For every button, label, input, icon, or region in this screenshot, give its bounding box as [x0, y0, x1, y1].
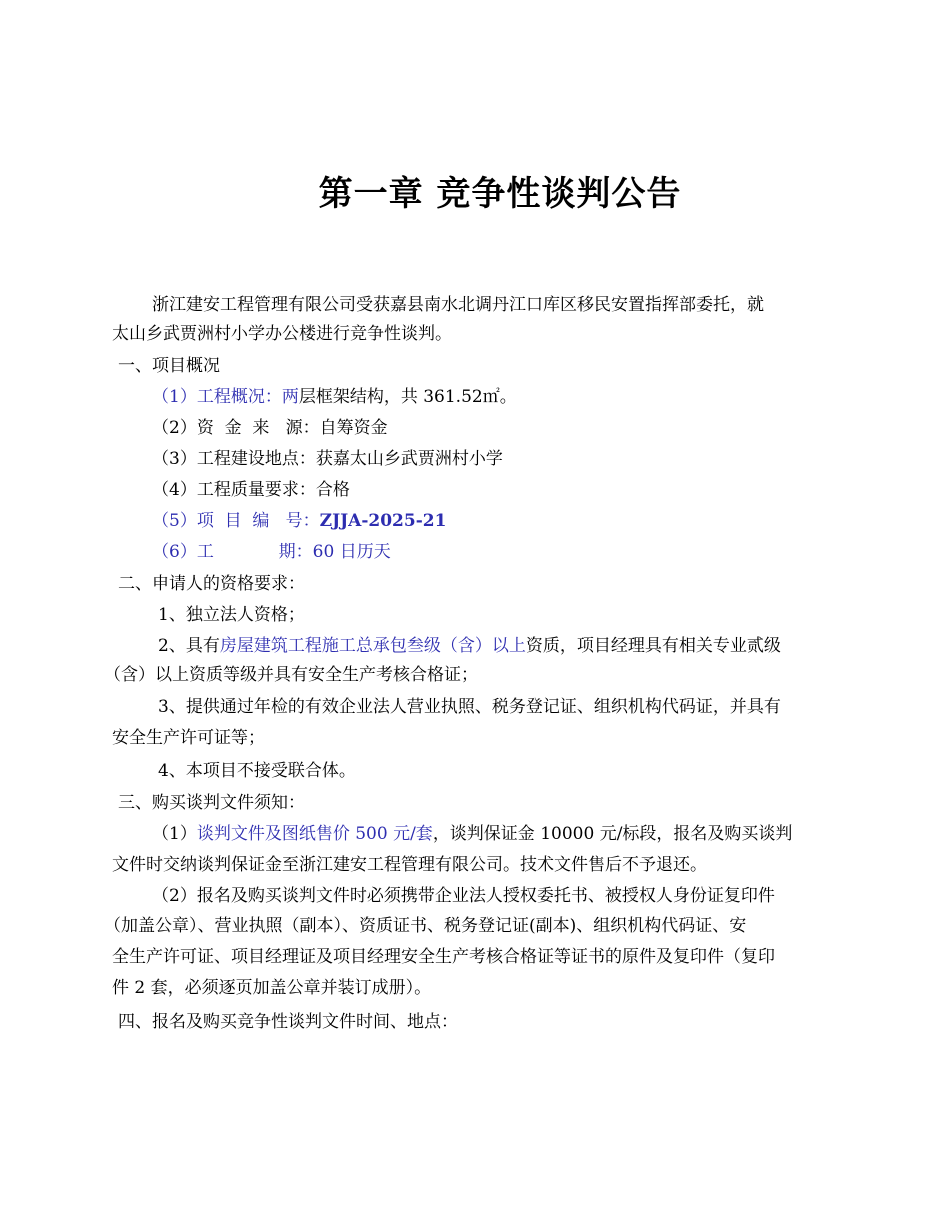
project-item-5 — [152, 509, 446, 533]
project-item-1 — [152, 385, 517, 409]
project-item-2 — [152, 416, 388, 440]
project-item-6 — [152, 540, 391, 564]
purchase-note-1-prefix: （1） — [152, 824, 197, 844]
requirement-2-suffix: 资质，项目经理具有相关专业贰级 — [525, 636, 781, 656]
project-item-6-value: 60 日历天 — [312, 542, 391, 562]
section-3-heading: 三、购买谈判文件须知： — [118, 793, 305, 813]
intro-line-1: 浙江建安工程管理有限公司受获嘉县南水北调丹江口库区移民安置指挥部委托，就 — [152, 295, 764, 315]
project-item-6-label: （6）工 期： — [152, 542, 313, 562]
project-item-5-value: ZJJA-2025-21 — [319, 511, 447, 531]
project-item-1-value-b: 层框架结构，共 361.52㎡。 — [298, 387, 517, 407]
section-2-heading: 二、申请人的资格要求： — [118, 574, 305, 594]
section-4-heading: 四、报名及购买竞争性谈判文件时间、地点： — [118, 1012, 458, 1032]
requirement-3-line-2: 安全生产许可证等； — [112, 728, 265, 748]
requirement-1: 1、独立法人资格； — [158, 605, 305, 625]
project-item-5-label: （5）项 目 编 号： — [152, 511, 320, 531]
purchase-note-2-line-1: （2）报名及购买谈判文件时必须携带企业法人授权委托书、被授权人身份证复印件 — [152, 886, 775, 906]
purchase-note-1-suffix: ，谈判保证金 10000 元/标段，报名及购买谈判 — [432, 824, 793, 844]
requirement-2-prefix: 2、具有 — [158, 636, 220, 656]
project-item-4-label: （4）工程质量要求： — [152, 480, 316, 500]
requirement-4: 4、本项目不接受联合体。 — [158, 761, 356, 781]
intro-line-2: 太山乡武贾洲村小学办公楼进行竞争性谈判。 — [112, 324, 452, 344]
project-item-2-label: （2）资 金 来 源： — [152, 418, 320, 438]
section-1-heading: 一、项目概况 — [118, 356, 220, 376]
project-item-4 — [152, 478, 350, 502]
page-title: 第一章 竞争性谈判公告 — [318, 174, 682, 214]
purchase-note-1-line-2: 文件时交纳谈判保证金至浙江建安工程管理有限公司。技术文件售后不予退还。 — [112, 855, 707, 875]
purchase-note-1-line-1 — [152, 822, 792, 846]
project-item-1-value-a: 两 — [281, 387, 299, 407]
project-item-3-label: （3）工程建设地点： — [152, 449, 316, 469]
project-item-1-label: （1）工程概况： — [152, 387, 282, 407]
purchase-note-2-line-3: 全生产许可证、项目经理证及项目经理安全生产考核合格证等证书的原件及复印件（复印 — [112, 947, 775, 967]
project-item-4-value: 合格 — [315, 480, 350, 500]
purchase-note-2-line-4: 件 2 套，必须逐页加盖公章并装订成册）。 — [112, 978, 432, 998]
purchase-note-1-price: 谈判文件及图纸售价 500 元/套 — [196, 824, 433, 844]
requirement-2-line-1 — [158, 634, 781, 658]
project-item-3-value: 获嘉太山乡武贾洲村小学 — [315, 449, 503, 469]
requirement-2-qualification: 房屋建筑工程施工总承包叁级（含）以上 — [219, 636, 526, 656]
requirement-3-line-1: 3、提供通过年检的有效企业法人营业执照、税务登记证、组织机构代码证，并具有 — [158, 697, 781, 717]
requirement-2-line-2: （含）以上资质等级并具有安全生产考核合格证； — [104, 665, 478, 685]
project-item-3 — [152, 447, 503, 471]
purchase-note-2-line-2: （加盖公章）、营业执照（副本）、资质证书、税务登记证(副本)、组织机构代码证、安 — [104, 916, 747, 936]
project-item-2-value: 自筹资金 — [319, 418, 388, 438]
